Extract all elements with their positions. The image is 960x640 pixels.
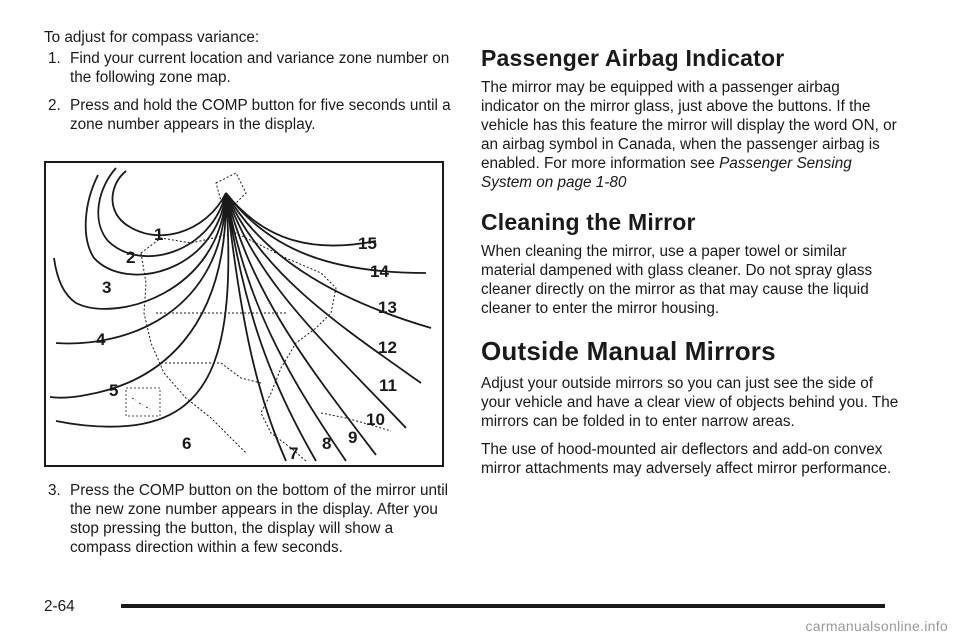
zone-label-12: 12 bbox=[378, 338, 397, 357]
page-number: 2-64 bbox=[44, 598, 75, 615]
left-column bbox=[44, 28, 454, 143]
step-3-block bbox=[44, 481, 454, 566]
zone-label-8: 8 bbox=[322, 434, 332, 453]
step-2 bbox=[44, 96, 454, 134]
zone-label-7: 7 bbox=[289, 444, 299, 463]
zone-label-2: 2 bbox=[126, 248, 136, 267]
footer-rule bbox=[121, 604, 885, 608]
right-column bbox=[481, 44, 901, 487]
watermark: carmanualsonline.info bbox=[805, 618, 948, 634]
passenger-airbag-heading: Passenger Airbag Indicator bbox=[481, 45, 785, 71]
zone-label-6: 6 bbox=[182, 434, 192, 453]
zone-map-graphic bbox=[46, 163, 442, 465]
step-3-text: Press the COMP button on the bottom of the mirror until the new zone number appears in the display. After you stop pressing the button, the display will show a compass direction within a few seconds. bbox=[70, 482, 449, 556]
zone-label-15: 15 bbox=[358, 234, 377, 253]
zone-label-3: 3 bbox=[102, 278, 112, 297]
step-3-number: 3. bbox=[48, 482, 61, 499]
step-1-text: Find your current location and variance zone number on the following zone map. bbox=[70, 50, 450, 86]
intro-text: To adjust for compass variance: bbox=[44, 29, 260, 46]
zone-label-11: 11 bbox=[379, 376, 397, 395]
zone-label-13: 13 bbox=[378, 298, 397, 317]
outside-mirrors-heading: Outside Manual Mirrors bbox=[481, 336, 776, 366]
cleaning-heading: Cleaning the Mirror bbox=[481, 209, 696, 235]
passenger-sensing-reference: Passenger Sensing System on page 1-80 bbox=[481, 155, 852, 191]
zone-label-5: 5 bbox=[109, 381, 119, 400]
step-3 bbox=[44, 481, 454, 557]
zone-label-14: 14 bbox=[370, 262, 389, 281]
step-2-text: Press and hold the COMP button for five seconds until a zone number appears in the display. bbox=[70, 97, 451, 133]
compass-zone-map bbox=[44, 161, 444, 467]
step-2-number: 2. bbox=[48, 97, 61, 114]
zone-label-10: 10 bbox=[366, 410, 385, 429]
zone-label-4: 4 bbox=[96, 330, 106, 349]
zone-label-1: 1 bbox=[154, 225, 164, 244]
passenger-airbag-text bbox=[481, 78, 901, 192]
passenger-airbag-body: The mirror may be equipped with a passenger airbag indicator on the mirror glass, just above the buttons. If the vehicle has this feature the mirror will display the word ON, or an airbag symbol in Canada, when the passenger airbag is enabled. For more information see bbox=[481, 79, 897, 172]
cleaning-text: When cleaning the mirror, use a paper towel or similar material dampened with glass cleaner. Do not spray glass cleaner directly on the mirror as that may cause the liquid cleaner to enter the mirror housing. bbox=[481, 243, 873, 317]
outside-mirrors-paragraph-1: Adjust your outside mirrors so you can just see the side of your vehicle and have a clear view of objects behind you. The mirrors can be folded in to enter narrow areas. bbox=[481, 375, 899, 430]
zone-label-9: 9 bbox=[348, 428, 358, 447]
outside-mirrors-paragraph-2: The use of hood-mounted air deflectors and add-on convex mirror attachments may adversely affect mirror performance. bbox=[481, 441, 892, 477]
step-1-number: 1. bbox=[48, 50, 61, 67]
step-1 bbox=[44, 49, 454, 87]
